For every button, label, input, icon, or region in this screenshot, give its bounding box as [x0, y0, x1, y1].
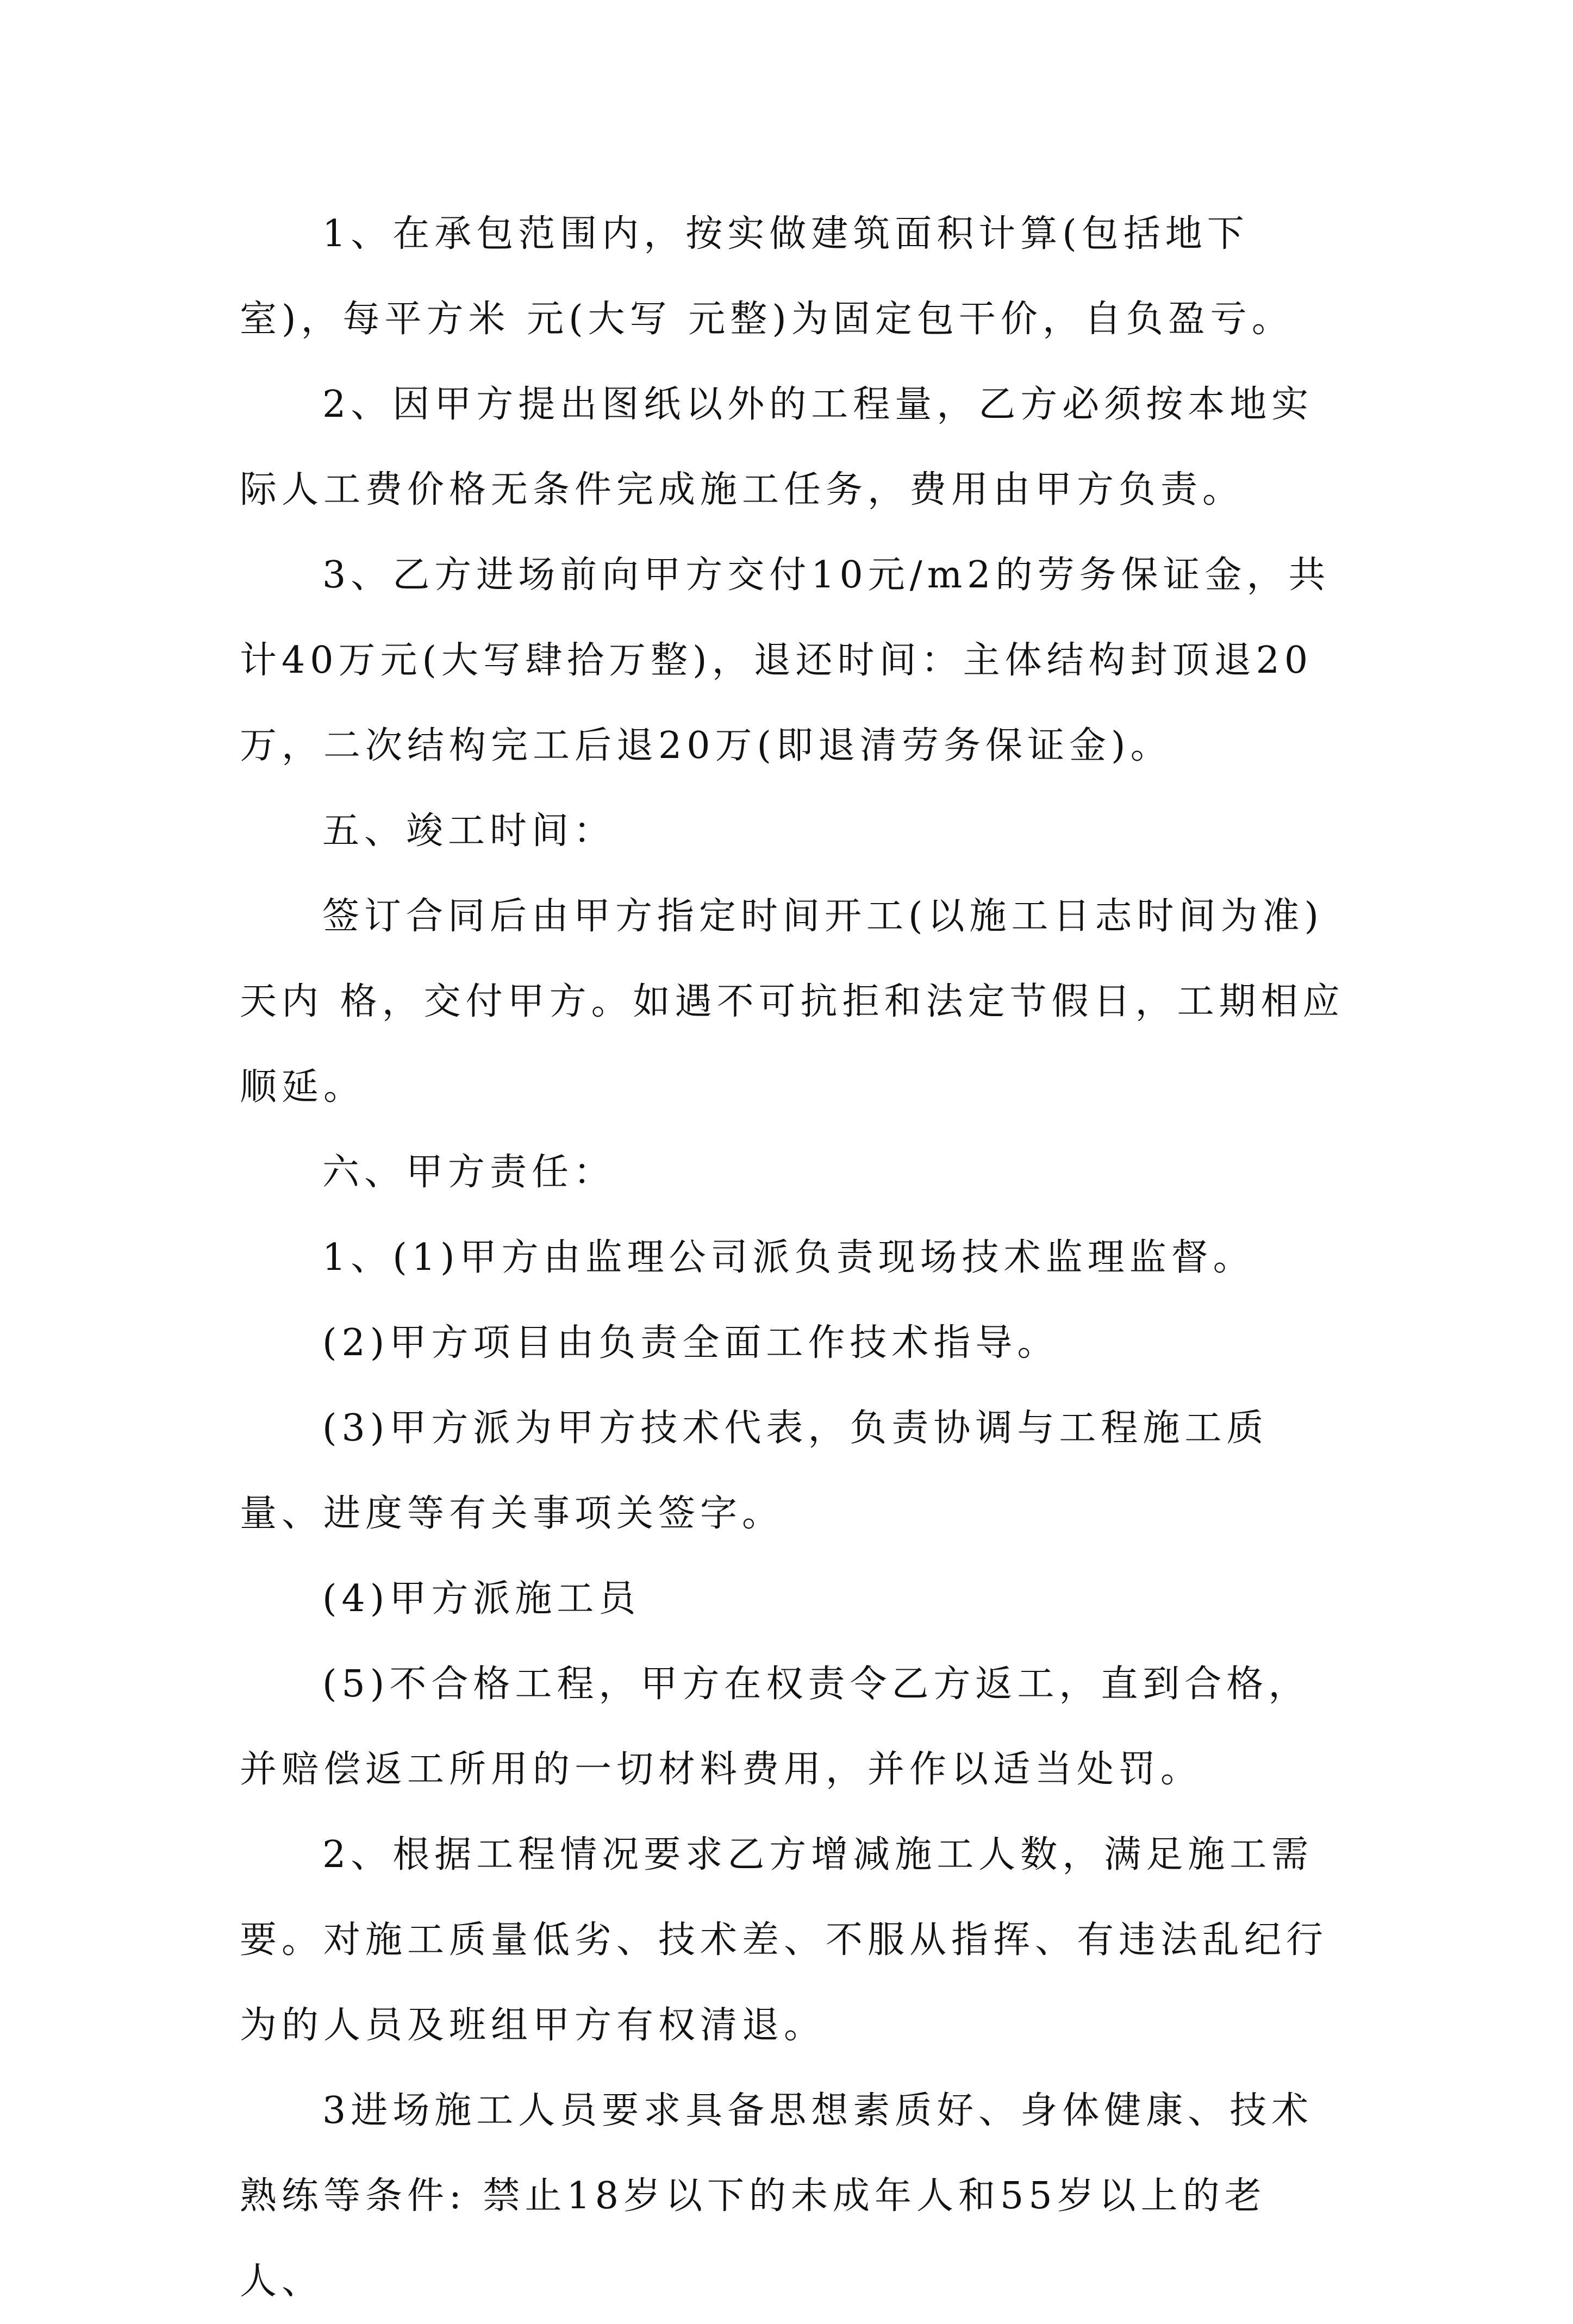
clause-project-guidance: (2)甲方项目由负责全面工作技术指导。 — [322, 1321, 1059, 1364]
clause-worker-requirements: 3进场施工人员要求具备思想素质好、身体健康、技术熟练等条件: 禁止18岁以下的未成年人和55岁以上的老人、 — [240, 2089, 1314, 2303]
clause-extra-work: 2、因甲方提出图纸以外的工程量，乙方必须按本地实际人工费价格无条件完成施工任务，费用由甲方负责。 — [240, 383, 1314, 511]
clause-supervision: 1、(1)甲方由监理公司派负责现场技术监理监督。 — [322, 1236, 1255, 1279]
section-heading-completion-time: 五、竣工时间： — [322, 810, 616, 853]
clause-labor-deposit: 3、乙方进场前向甲方交付10元/m2的劳务保证金，共计40万元(大写肆拾万整)，退还时间：主体结构封顶退20万，二次结构完工后退20万(即退清劳务保证金)。 — [240, 554, 1331, 767]
clause-fixed-price: 1、在承包范围内，按实做建筑面积计算(包括地下室)，每平方米 元(大写 元整)为固定包干价，自负盈亏。 — [240, 212, 1294, 341]
clause-construction-officer: (4)甲方派施工员 — [322, 1577, 641, 1620]
contract-body — [240, 191, 1349, 2324]
section-heading-party-a-duties: 六、甲方责任： — [322, 1151, 616, 1194]
clause-technical-representative: (3)甲方派为甲方技术代表，负责协调与工程施工质量、进度等有关事项关签字。 — [240, 1407, 1269, 1535]
clause-staffing: 2、根据工程情况要求乙方增减施工人数，满足施工需要。对施工质量低劣、技术差、不服从指挥、有违法乱纪行为的人员及班组甲方有权清退。 — [240, 1833, 1328, 2047]
clause-completion-time: 签订合同后由甲方指定时间开工(以施工日志时间为准) 天内 格，交付甲方。如遇不可抗拒和法定节假日，工期相应顺延。 — [240, 895, 1345, 1108]
clause-rework: (5)不合格工程，甲方在权责令乙方返工，直到合格，并赔偿返工所用的一切材料费用，并作以适当处罚。 — [240, 1663, 1310, 1791]
